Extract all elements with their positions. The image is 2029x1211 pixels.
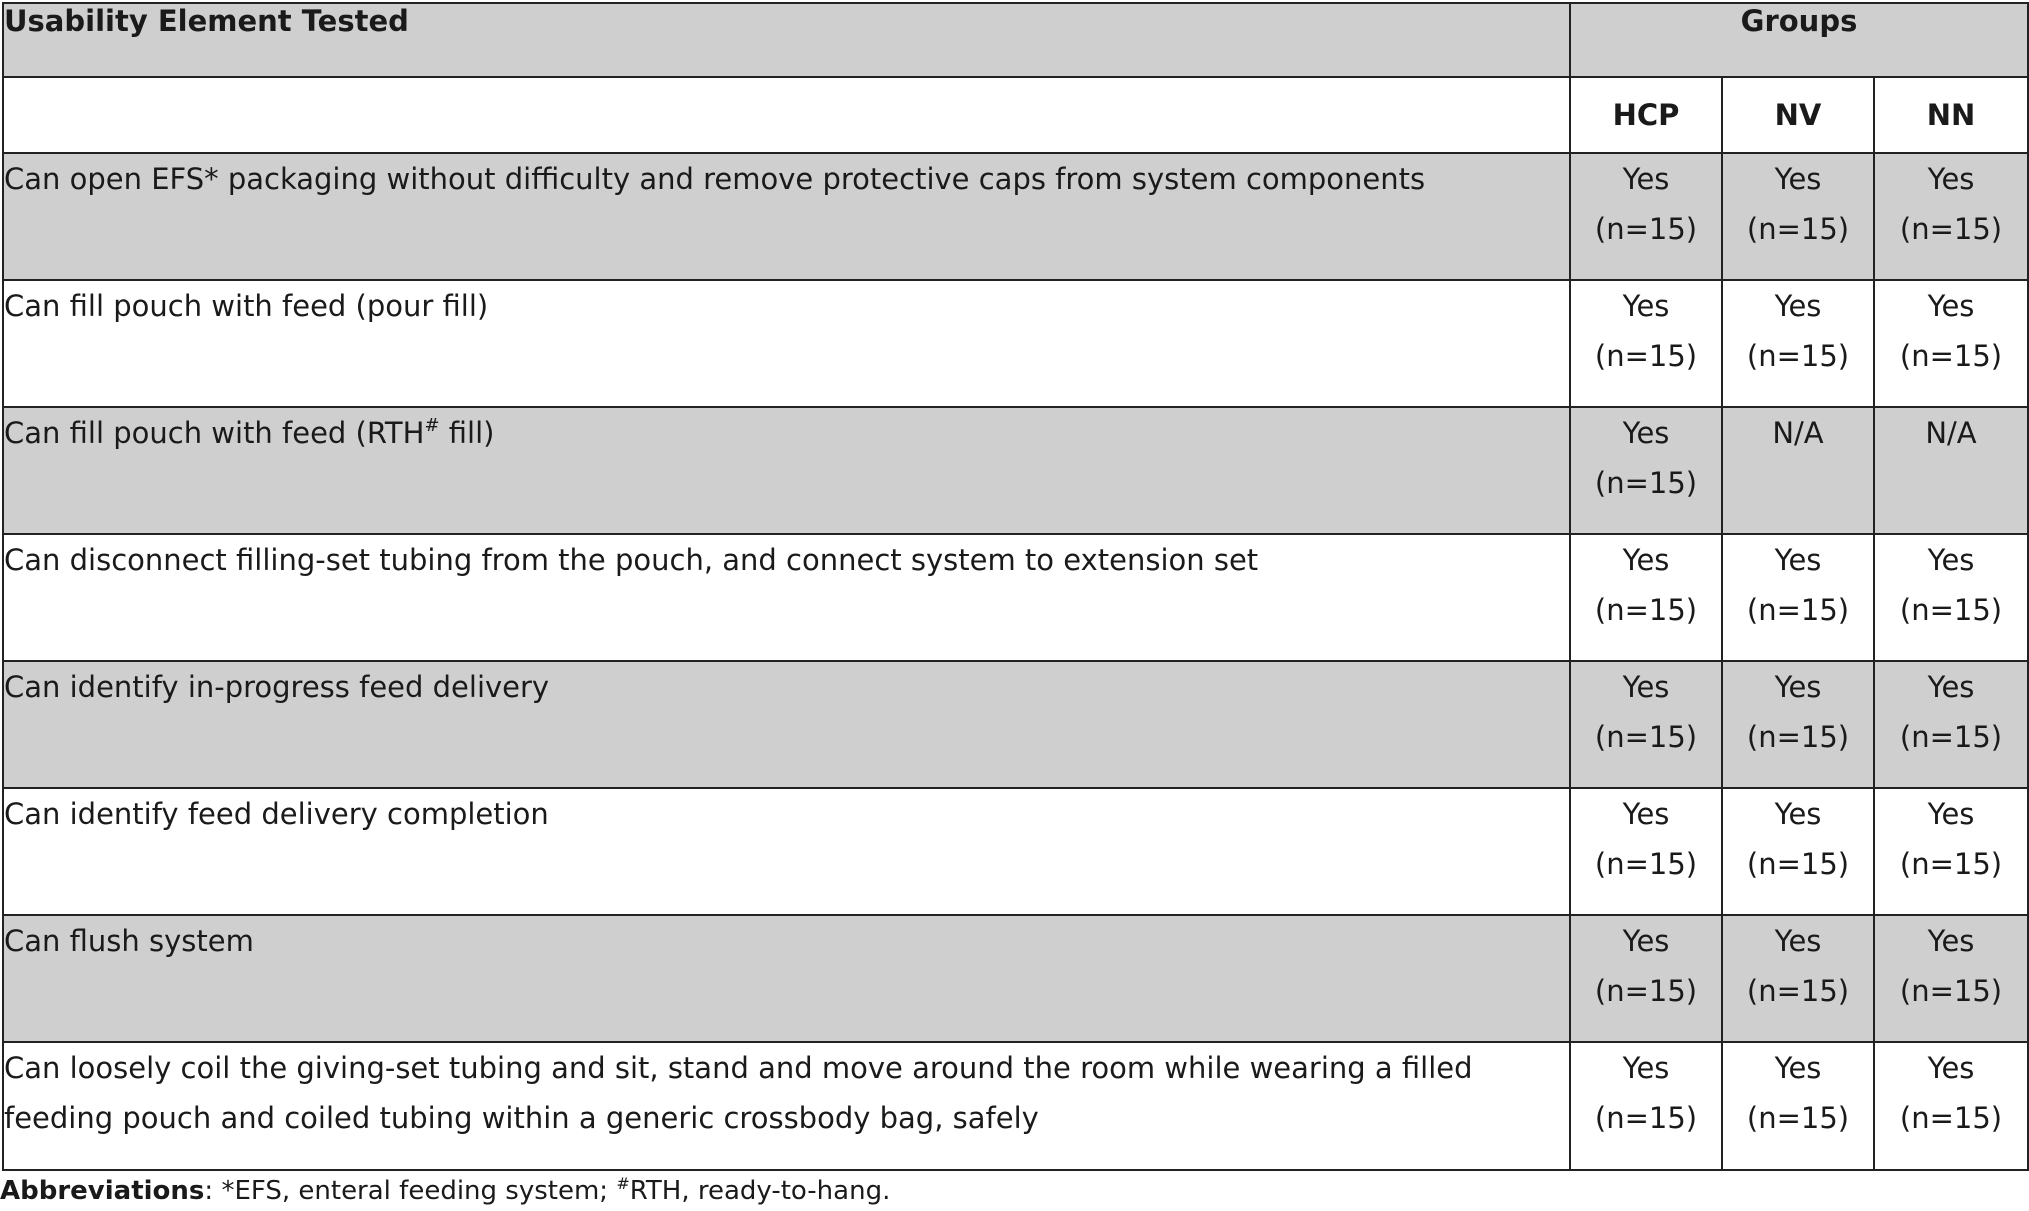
result-text: Yes <box>1622 416 1670 450</box>
result-count: (n=15) <box>1899 974 2003 1008</box>
efs-asterisk-mark: * <box>204 162 219 196</box>
element-text: Can fill pouch with feed (RTH <box>4 416 425 450</box>
footnote-hash-mark: # <box>616 1174 630 1193</box>
element-text: packaging without difficulty and remove protective caps from system components <box>218 162 1426 196</box>
result-text: N/A <box>1925 416 1977 450</box>
hcp-result-cell <box>1570 534 1722 661</box>
result-text: N/A <box>1772 416 1824 450</box>
result-count: (n=15) <box>1746 1101 1850 1135</box>
rth-hash-mark: # <box>424 415 440 436</box>
nn-result-cell <box>1874 1042 2028 1170</box>
abbreviations-footnote <box>0 1176 890 1206</box>
table-subheader-row <box>3 77 2028 153</box>
footnote-separator: : <box>204 1176 222 1206</box>
result-count: (n=15) <box>1899 593 2003 627</box>
result-text: Yes <box>1927 797 1975 831</box>
result-text: Yes <box>1622 670 1670 704</box>
nv-result-cell <box>1722 1042 1874 1170</box>
usability-element-cell <box>3 407 1570 534</box>
result-text: Yes <box>1927 924 1975 958</box>
result-count: (n=15) <box>1746 720 1850 754</box>
table-row <box>3 153 2028 280</box>
nn-result-cell <box>1874 661 2028 788</box>
result-count: (n=15) <box>1746 212 1850 246</box>
nn-result-cell <box>1874 534 2028 661</box>
subheader-group-nv: NV <box>1722 77 1874 153</box>
result-count: (n=15) <box>1594 593 1698 627</box>
result-text: Yes <box>1774 797 1822 831</box>
element-text: fill) <box>439 416 495 450</box>
table-row <box>3 788 2028 915</box>
result-count: (n=15) <box>1899 1101 2003 1135</box>
result-text: Yes <box>1927 670 1975 704</box>
footnote-rth-text: RTH, ready-to-hang. <box>629 1176 891 1206</box>
element-text: Can flush system <box>4 924 254 958</box>
result-count: (n=15) <box>1899 212 2003 246</box>
usability-element-cell <box>3 915 1570 1042</box>
nn-result-cell <box>1874 407 2028 534</box>
result-count: (n=15) <box>1746 593 1850 627</box>
result-text: Yes <box>1774 162 1822 196</box>
footnote-label: Abbreviations <box>0 1176 205 1206</box>
subheader-group-nn: NN <box>1874 77 2028 153</box>
nn-result-cell <box>1874 915 2028 1042</box>
footnote-asterisk-mark: * <box>221 1176 235 1206</box>
result-count: (n=15) <box>1594 1101 1698 1135</box>
result-text: Yes <box>1622 162 1670 196</box>
result-text: Yes <box>1622 1051 1670 1085</box>
hcp-result-cell <box>1570 280 1722 407</box>
result-text: Yes <box>1622 797 1670 831</box>
table-body <box>3 153 2028 1170</box>
table-row <box>3 1042 2028 1170</box>
usability-element-cell <box>3 534 1570 661</box>
usability-element-cell <box>3 153 1570 280</box>
result-text: Yes <box>1927 1051 1975 1085</box>
table-header-row <box>3 3 2028 77</box>
nn-result-cell <box>1874 153 2028 280</box>
table-row <box>3 407 2028 534</box>
header-groups: Groups <box>1570 3 2028 77</box>
nv-result-cell <box>1722 534 1874 661</box>
nv-result-cell <box>1722 153 1874 280</box>
result-count: (n=15) <box>1594 974 1698 1008</box>
result-count: (n=15) <box>1899 720 2003 754</box>
nv-result-cell <box>1722 788 1874 915</box>
usability-element-cell <box>3 788 1570 915</box>
usability-element-cell <box>3 1042 1570 1170</box>
result-count: (n=15) <box>1899 339 2003 373</box>
result-text: Yes <box>1774 924 1822 958</box>
result-count: (n=15) <box>1594 466 1698 500</box>
header-usability-element: Usability Element Tested <box>3 3 1570 77</box>
table-row <box>3 534 2028 661</box>
result-text: Yes <box>1774 670 1822 704</box>
hcp-result-cell <box>1570 915 1722 1042</box>
result-text: Yes <box>1622 543 1670 577</box>
element-text: Can fill pouch with feed (pour fill) <box>4 289 489 323</box>
usability-element-cell <box>3 661 1570 788</box>
element-text: Can identify feed delivery completion <box>4 797 549 831</box>
result-count: (n=15) <box>1594 720 1698 754</box>
nv-result-cell <box>1722 661 1874 788</box>
hcp-result-cell <box>1570 1042 1722 1170</box>
nn-result-cell <box>1874 280 2028 407</box>
result-text: Yes <box>1927 543 1975 577</box>
nv-result-cell <box>1722 280 1874 407</box>
table-row <box>3 915 2028 1042</box>
result-count: (n=15) <box>1746 974 1850 1008</box>
element-text: Can disconnect filling-set tubing from the pouch, and connect system to extension set <box>4 543 1259 577</box>
result-count: (n=15) <box>1746 847 1850 881</box>
footnote-efs-text: EFS, enteral feeding system; <box>234 1176 617 1206</box>
result-text: Yes <box>1927 162 1975 196</box>
nv-result-cell <box>1722 915 1874 1042</box>
result-count: (n=15) <box>1594 847 1698 881</box>
result-text: Yes <box>1622 924 1670 958</box>
result-text: Yes <box>1774 289 1822 323</box>
hcp-result-cell <box>1570 788 1722 915</box>
usability-table <box>2 2 2029 1171</box>
element-text: Can loosely coil the giving-set tubing and sit, stand and move around the room while wearing a filled feeding pouch and coiled tubing within a generic crossbody bag, safely <box>4 1051 1473 1135</box>
subheader-empty-cell <box>3 77 1570 153</box>
result-count: (n=15) <box>1594 212 1698 246</box>
table-row <box>3 280 2028 407</box>
result-text: Yes <box>1774 543 1822 577</box>
result-text: Yes <box>1622 289 1670 323</box>
hcp-result-cell <box>1570 153 1722 280</box>
hcp-result-cell <box>1570 661 1722 788</box>
hcp-result-cell <box>1570 407 1722 534</box>
table-row <box>3 661 2028 788</box>
subheader-group-hcp: HCP <box>1570 77 1722 153</box>
element-text: Can open EFS <box>4 162 205 196</box>
result-text: Yes <box>1927 289 1975 323</box>
result-count: (n=15) <box>1899 847 2003 881</box>
nv-result-cell <box>1722 407 1874 534</box>
element-text: Can identify in-progress feed delivery <box>4 670 550 704</box>
result-count: (n=15) <box>1594 339 1698 373</box>
usability-element-cell <box>3 280 1570 407</box>
nn-result-cell <box>1874 788 2028 915</box>
result-text: Yes <box>1774 1051 1822 1085</box>
result-count: (n=15) <box>1746 339 1850 373</box>
